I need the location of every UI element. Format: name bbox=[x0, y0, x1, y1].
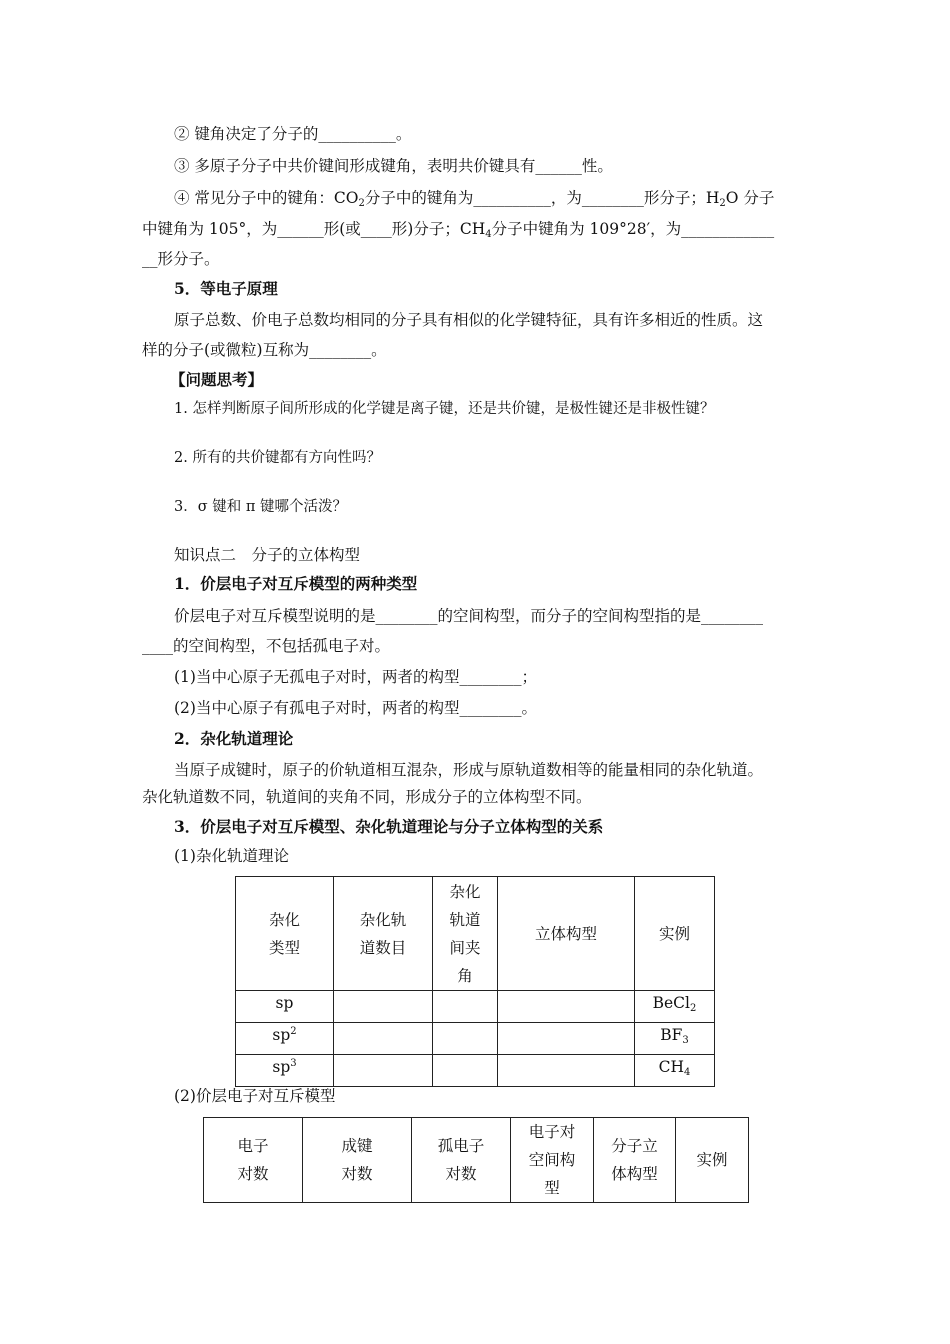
th-geometry: 立体构型 bbox=[498, 877, 635, 991]
cell-type: $sp^3$ bbox=[236, 1055, 334, 1087]
th-pair-geometry: 电子对空间构型 bbox=[511, 1118, 594, 1203]
cell-empty bbox=[433, 991, 498, 1023]
cell-type: $sp^2$ bbox=[236, 1023, 334, 1055]
cell-empty bbox=[433, 1055, 498, 1087]
cell-empty bbox=[498, 991, 635, 1023]
bond-angle-line-3: ③ 多原子分子中共价键间形成键角，表明共价键具有______性。 bbox=[174, 157, 613, 175]
kp2-title: 知识点二 分子的立体构型 bbox=[174, 546, 361, 564]
th-electron-pairs: 电子对数 bbox=[204, 1118, 303, 1203]
question-3: 3．σ 键和 π 键哪个活泼？ bbox=[174, 499, 347, 515]
th-orbital-count: 杂化轨道数目 bbox=[334, 877, 433, 991]
cell-type: sp bbox=[236, 991, 334, 1023]
kp2-heading-3: 3．价层电子对互斥模型、杂化轨道理论与分子立体构型的关系 bbox=[174, 817, 604, 836]
isoelectronic-heading: 5．等电子原理 bbox=[174, 279, 278, 298]
kp2-para-2b: 杂化轨道数不同，轨道间的夹角不同，形成分子的立体构型不同。 bbox=[142, 788, 592, 806]
cell-example: BeCl$_2$ bbox=[635, 991, 715, 1023]
table-row bbox=[236, 1055, 715, 1087]
isoelectronic-para-1: 原子总数、价电子总数均相同的分子具有相似的化学键特征，具有许多相近的性质。这 bbox=[174, 311, 764, 329]
bond-angle-line-6: __形分子。 bbox=[142, 250, 220, 268]
th-lone-pairs: 孤电子对数 bbox=[412, 1118, 511, 1203]
table-header-row bbox=[204, 1118, 749, 1203]
table-row bbox=[236, 1023, 715, 1055]
kp2-sub-2: (2)价层电子对互斥模型 bbox=[174, 1087, 336, 1105]
th-molecular-geometry: 分子立体构型 bbox=[594, 1118, 676, 1203]
th-bonding-pairs: 成键对数 bbox=[303, 1118, 412, 1203]
table-header-row bbox=[236, 877, 715, 991]
question-2: 2. 所有的共价键都有方向性吗？ bbox=[174, 450, 381, 466]
vsepr-table bbox=[203, 1117, 749, 1203]
cell-example: $BF_3$ bbox=[635, 1023, 715, 1055]
question-1: 1. 怎样判断原子间所形成的化学键是离子键，还是共价键，是极性键还是非极性键？ bbox=[174, 401, 715, 417]
th-hybrid-type: 杂化类型 bbox=[236, 877, 334, 991]
isoelectronic-para-2: 样的分子(或微粒)互称为________。 bbox=[142, 341, 387, 359]
cell-empty bbox=[334, 1055, 433, 1087]
cell-empty bbox=[433, 1023, 498, 1055]
th-example: 实例 bbox=[635, 877, 715, 991]
table-row bbox=[236, 991, 715, 1023]
th-orbital-angle: 杂化轨道间夹角 bbox=[433, 877, 498, 991]
questions-heading: 【问题思考】 bbox=[170, 370, 264, 389]
cell-empty bbox=[498, 1023, 635, 1055]
kp2-heading-1: 1．价层电子对互斥模型的两种类型 bbox=[174, 574, 418, 593]
kp2-para-2a: 当原子成键时，原子的价轨道相互混杂，形成与原轨道数相等的能量相同的杂化轨道。 bbox=[174, 761, 764, 779]
bond-angle-line-2: ② 键角决定了分子的__________。 bbox=[174, 125, 412, 143]
kp2-para-1a: 价层电子对互斥模型说明的是________的空间构型，而分子的空间构型指的是________ bbox=[174, 607, 764, 625]
kp2-sub-1: (1)杂化轨道理论 bbox=[174, 847, 289, 865]
cell-empty bbox=[498, 1055, 635, 1087]
kp2-para-1b: ____的空间构型，不包括孤电子对。 bbox=[142, 637, 391, 655]
hybridization-table bbox=[235, 876, 715, 1087]
cell-example: $CH_4$ bbox=[635, 1055, 715, 1087]
cell-empty bbox=[334, 1023, 433, 1055]
cell-empty bbox=[334, 991, 433, 1023]
bond-angle-line-4: ④ 常见分子中的键角：$CO_2$分子中的键角为__________，为________形分子；$H_2O$ 分子 bbox=[174, 189, 775, 209]
kp2-item-1: (1)当中心原子无孤电子对时，两者的构型________； bbox=[174, 668, 537, 686]
th-example: 实例 bbox=[676, 1118, 749, 1203]
bond-angle-line-5: 中键角为 105°，为______形(或____形)分子；$CH_4$分子中键角为 109°28′，为____________ bbox=[142, 220, 775, 240]
kp2-heading-2: 2．杂化轨道理论 bbox=[174, 729, 294, 748]
kp2-item-2: (2)当中心原子有孤电子对时，两者的构型________。 bbox=[174, 699, 537, 717]
